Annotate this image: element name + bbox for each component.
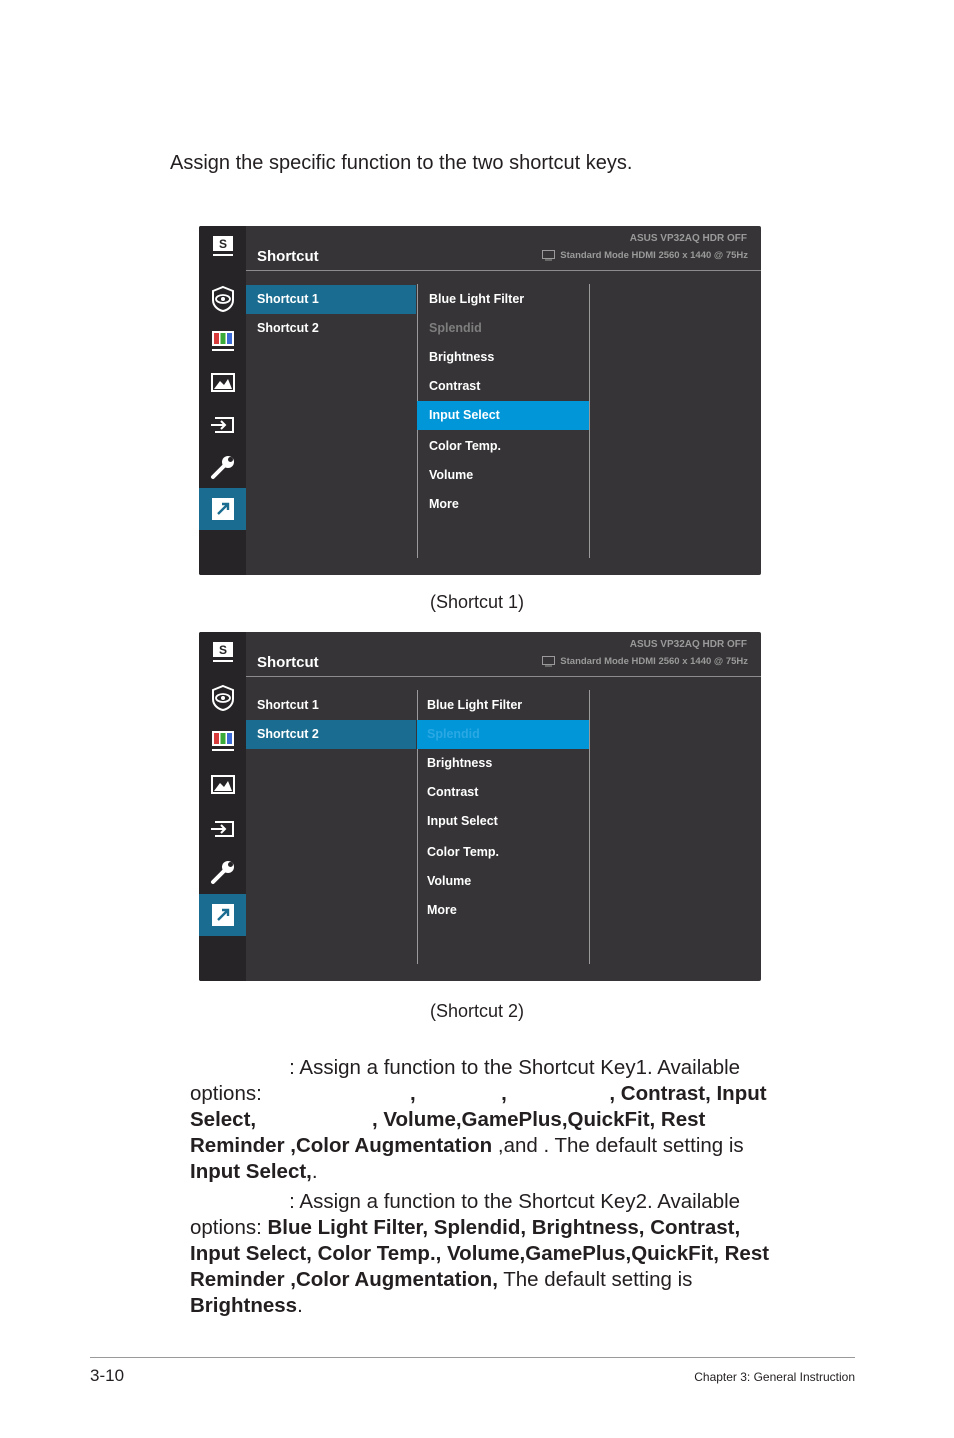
splendid-icon[interactable] bbox=[199, 632, 246, 674]
chapter-title: Chapter 3: General Instruction bbox=[694, 1370, 855, 1384]
osd-sidebar bbox=[199, 226, 246, 575]
osd-sidebar bbox=[199, 632, 246, 981]
monitor-icon bbox=[542, 250, 555, 261]
image-icon[interactable] bbox=[199, 362, 246, 404]
shortcut-1-description: : Assign a function to the Shortcut Key1. Available options: , , , Contrast, Input Select, , Volume,GamePlus,QuickFit, Rest Reminder ,Color Augmentation ,and . The default setting is Input Select,. bbox=[190, 1056, 767, 1183]
shortcut-icon[interactable] bbox=[199, 894, 246, 936]
option-input-select[interactable]: Input Select bbox=[417, 401, 589, 430]
osd-level2-menu bbox=[417, 285, 589, 519]
osd-divider bbox=[246, 676, 761, 677]
option-volume[interactable]: Volume bbox=[429, 468, 474, 482]
svg-text:S: S bbox=[218, 237, 227, 251]
eye-care-icon[interactable] bbox=[199, 677, 246, 719]
option-volume[interactable]: Volume bbox=[427, 874, 472, 888]
osd-screenshot-shortcut-2 bbox=[199, 632, 761, 981]
hidden-label bbox=[190, 1056, 289, 1079]
caption-shortcut-1: (Shortcut 1) bbox=[430, 592, 525, 612]
osd-mode-text: Standard Mode HDMI 2560 x 1440 @ 75Hz bbox=[560, 656, 748, 667]
osd-title: Shortcut bbox=[257, 248, 319, 265]
image-icon[interactable] bbox=[199, 764, 246, 806]
osd-divider bbox=[246, 270, 761, 271]
osd-level1-menu bbox=[246, 691, 416, 749]
shortcut-icon[interactable] bbox=[199, 488, 246, 530]
eye-care-icon[interactable] bbox=[199, 278, 246, 320]
splendid-icon[interactable] bbox=[199, 226, 246, 268]
color-icon[interactable] bbox=[199, 320, 246, 362]
option-blue-light-filter[interactable]: Blue Light Filter bbox=[429, 292, 525, 306]
osd-column-divider bbox=[589, 284, 590, 558]
option-contrast[interactable]: Contrast bbox=[429, 379, 481, 393]
osd-level2-menu bbox=[417, 691, 589, 925]
input-select-icon[interactable] bbox=[199, 808, 246, 850]
osd-mode-info bbox=[542, 656, 748, 667]
input-select-icon[interactable] bbox=[199, 404, 246, 446]
option-brightness[interactable]: Brightness bbox=[429, 350, 495, 364]
menu-item-shortcut-2[interactable]: Shortcut 2 bbox=[257, 321, 319, 335]
monitor-icon bbox=[542, 656, 555, 667]
option-more[interactable]: More bbox=[427, 903, 457, 917]
osd-model-info: ASUS VP32AQ HDR OFF bbox=[629, 639, 747, 650]
option-input-select[interactable]: Input Select bbox=[427, 814, 498, 828]
footer-divider bbox=[90, 1357, 855, 1358]
intro-text: Assign the specific function to the two shortcut keys. bbox=[170, 152, 633, 174]
option-blue-light-filter[interactable]: Blue Light Filter bbox=[427, 698, 523, 712]
svg-text:S: S bbox=[218, 643, 227, 657]
option-splendid[interactable]: Splendid bbox=[417, 720, 589, 749]
caption-shortcut-2: (Shortcut 2) bbox=[430, 1001, 525, 1021]
osd-mode-text: Standard Mode HDMI 2560 x 1440 @ 75Hz bbox=[560, 250, 748, 261]
shortcut-2-description: : Assign a function to the Shortcut Key2. Available options: Blue Light Filter, Splendid, Brightness, Contrast, Input Select, Color Temp., Volume,GamePlus,QuickFit, Rest Reminder ,Color Augmentation, The default setting is Brightness. bbox=[190, 1190, 770, 1317]
osd-mode-info bbox=[542, 250, 748, 261]
system-setup-icon[interactable] bbox=[199, 851, 246, 893]
osd-model-info: ASUS VP32AQ HDR OFF bbox=[629, 233, 747, 244]
menu-item-shortcut-2[interactable]: Shortcut 2 bbox=[246, 720, 416, 749]
osd-title: Shortcut bbox=[257, 654, 319, 671]
system-setup-icon[interactable] bbox=[199, 446, 246, 488]
option-color-temp[interactable]: Color Temp. bbox=[429, 439, 501, 453]
color-icon[interactable] bbox=[199, 720, 246, 762]
osd-screenshot-shortcut-1 bbox=[199, 226, 761, 575]
menu-item-shortcut-1[interactable]: Shortcut 1 bbox=[257, 698, 319, 712]
menu-item-shortcut-1[interactable]: Shortcut 1 bbox=[246, 285, 416, 314]
osd-column-divider bbox=[589, 690, 590, 964]
osd-level1-menu bbox=[246, 285, 416, 343]
option-color-temp[interactable]: Color Temp. bbox=[427, 845, 499, 859]
option-splendid[interactable]: Splendid bbox=[429, 321, 482, 335]
option-contrast[interactable]: Contrast bbox=[427, 785, 479, 799]
option-more[interactable]: More bbox=[429, 497, 459, 511]
page-number: 3-10 bbox=[90, 1366, 125, 1385]
option-brightness[interactable]: Brightness bbox=[427, 756, 493, 770]
